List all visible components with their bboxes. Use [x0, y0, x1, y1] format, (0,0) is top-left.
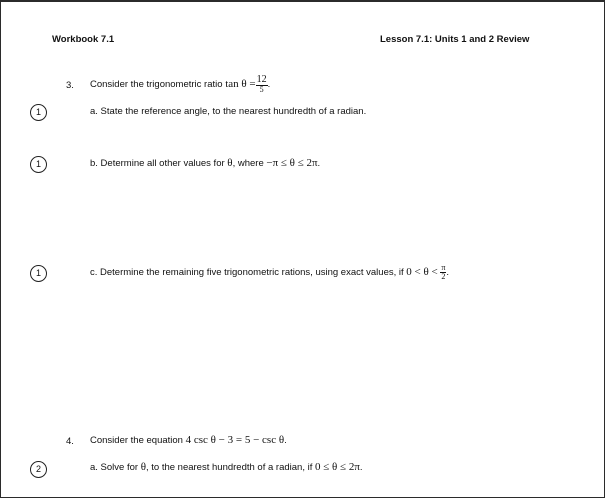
question-3c: [90, 264, 449, 281]
marks-circle-4a: 2: [30, 461, 47, 478]
question-3c-range: 0 < θ <: [406, 266, 438, 279]
question-4a: [90, 461, 363, 473]
question-3b-text2: , where: [232, 158, 264, 169]
question-3b-end: .: [317, 158, 321, 169]
fraction-numerator: 12: [256, 74, 267, 85]
fraction-numerator: π: [441, 263, 446, 272]
fraction-denominator: 2: [441, 272, 446, 281]
marks-circle-3c: 1: [30, 265, 47, 282]
question-3b-text: b. Determine all other values for: [90, 158, 225, 169]
question-3-math: tan θ =: [225, 78, 256, 91]
question-4-end: .: [284, 435, 287, 446]
question-3-text: Consider the trigonometric ratio: [90, 79, 223, 91]
fraction-denominator: 5: [259, 85, 264, 94]
question-3-number: 3.: [66, 80, 74, 91]
question-4-prompt: [90, 434, 287, 446]
question-3c-end: .: [446, 267, 450, 279]
question-3-end: .: [267, 79, 271, 91]
question-3a: a. State the reference angle, to the nearest hundredth of a radian.: [90, 106, 367, 117]
question-3b-theta: θ: [227, 157, 233, 169]
question-4a-text2: , to the nearest hundredth of a radian, if: [145, 462, 313, 473]
question-4a-theta: θ: [140, 461, 146, 473]
question-3-prompt: [90, 75, 270, 94]
workbook-title: Workbook 7.1: [52, 34, 115, 45]
question-4-equation: 4 csc θ − 3 = 5 − csc θ: [185, 434, 285, 446]
question-4a-range: 0 ≤ θ ≤ 2π: [315, 461, 360, 473]
question-3b: [90, 157, 320, 169]
question-4-text: Consider the equation: [90, 435, 183, 446]
question-3-fraction: [256, 75, 268, 94]
marks-circle-3a: 1: [30, 104, 47, 121]
question-4-number: 4.: [66, 436, 74, 447]
question-4a-end: .: [359, 462, 363, 473]
marks-circle-3b: 1: [30, 156, 47, 173]
lesson-title: Lesson 7.1: Units 1 and 2 Review: [380, 34, 530, 45]
question-3b-range: −π ≤ θ ≤ 2π: [266, 157, 318, 169]
question-4a-text: a. Solve for: [90, 462, 139, 473]
question-3c-text: c. Determine the remaining five trigonometric rations, using exact values, if: [90, 267, 404, 279]
